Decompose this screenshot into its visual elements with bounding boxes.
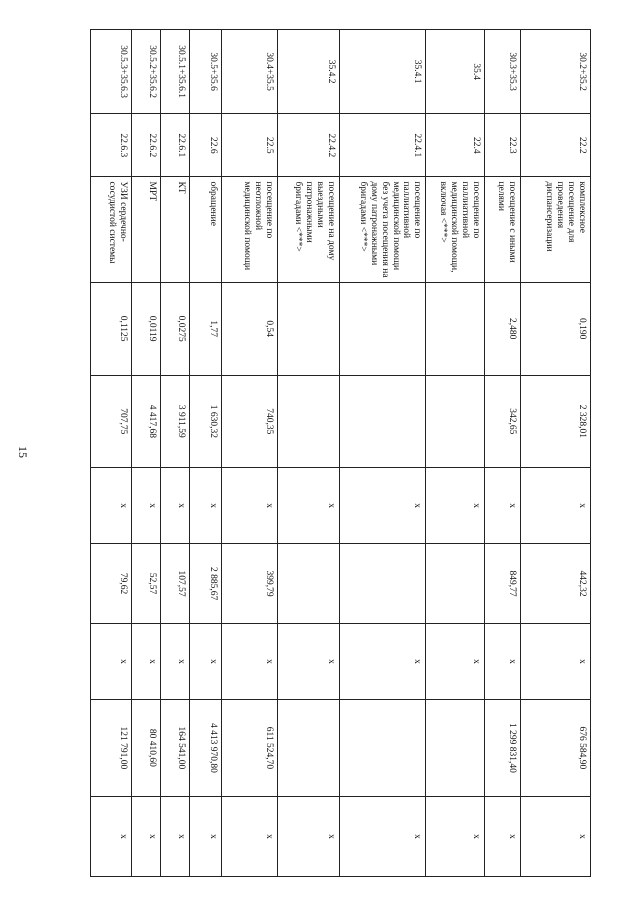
cell-norm: 2,480: [485, 282, 521, 375]
table-row: [278, 30, 340, 877]
cell-num: 22.4.2: [278, 114, 340, 177]
cell-c1: х: [521, 468, 591, 544]
table-row: [161, 30, 190, 877]
cell-c3: х: [221, 796, 278, 876]
cell-c3: х: [426, 796, 485, 876]
cell-code: 30.5.2+35.6.2: [132, 30, 161, 114]
cell-name: УЗИ сердечно-сосудистой системы: [91, 177, 132, 282]
cell-c3: х: [132, 796, 161, 876]
cell-v1: [278, 544, 340, 624]
cell-v2: 1 299 831,40: [485, 699, 521, 796]
cell-code: 30.4+35.5: [221, 30, 278, 114]
cell-v1: 442,32: [521, 544, 591, 624]
cell-v2: [278, 699, 340, 796]
cell-num: 22.4: [426, 114, 485, 177]
cell-name: комплексное посещение для проведения диспансеризации: [521, 177, 591, 282]
cell-c2: х: [426, 624, 485, 700]
cell-code: 35.4: [426, 30, 485, 114]
cell-c1: х: [161, 468, 190, 544]
cell-code: 35.4.1: [340, 30, 426, 114]
cell-v2: 80 410,60: [132, 699, 161, 796]
cell-c2: х: [485, 624, 521, 700]
cell-cost: 740,35: [221, 375, 278, 468]
cell-norm: [340, 282, 426, 375]
cell-cost: 3 911,59: [161, 375, 190, 468]
cell-cost: 4 417,68: [132, 375, 161, 468]
cell-cost: 342,65: [485, 375, 521, 468]
cell-v1: 107,57: [161, 544, 190, 624]
table-row: [521, 30, 591, 877]
cell-name: посещение по паллиативной медицинской помощи без учета посещения на дому патронажными бригадами <***>: [340, 177, 426, 282]
cell-cost: [426, 375, 485, 468]
cell-v1: 52,57: [132, 544, 161, 624]
cell-name: посещение с иными целями: [485, 177, 521, 282]
cell-c3: х: [485, 796, 521, 876]
page-number: 15: [16, 446, 30, 458]
table-row: [485, 30, 521, 877]
cell-c1: х: [189, 468, 221, 544]
cell-v1: [340, 544, 426, 624]
cell-c2: х: [340, 624, 426, 700]
cell-v2: 121 791,00: [91, 699, 132, 796]
cell-num: 22.3: [485, 114, 521, 177]
cell-num: 22.6.1: [161, 114, 190, 177]
cell-norm: 0,190: [521, 282, 591, 375]
cell-code: 30.5+35.6: [189, 30, 221, 114]
cell-c1: х: [91, 468, 132, 544]
cell-c1: х: [426, 468, 485, 544]
table-body: [91, 30, 591, 877]
tariff-table-rotated: [90, 29, 591, 877]
cell-v2: 164 541,00: [161, 699, 190, 796]
cell-num: 22.6.3: [91, 114, 132, 177]
tariff-table: [90, 29, 591, 877]
cell-c2: х: [161, 624, 190, 700]
cell-c2: х: [521, 624, 591, 700]
cell-name: КТ: [161, 177, 190, 282]
cell-v1: [426, 544, 485, 624]
cell-num: 22.6.2: [132, 114, 161, 177]
cell-cost: 707,75: [91, 375, 132, 468]
cell-code: 30.3+35.3: [485, 30, 521, 114]
table-row: [426, 30, 485, 877]
table-row: [132, 30, 161, 877]
table-row: [340, 30, 426, 877]
cell-cost: [278, 375, 340, 468]
cell-code: 35.4.2: [278, 30, 340, 114]
cell-c1: х: [132, 468, 161, 544]
cell-norm: 1,77: [189, 282, 221, 375]
table-row: [189, 30, 221, 877]
cell-c1: х: [221, 468, 278, 544]
cell-norm: 0,54: [221, 282, 278, 375]
cell-name: МРТ: [132, 177, 161, 282]
cell-name: посещение по неотложной медицинской помощи: [221, 177, 278, 282]
cell-name: посещение на дому выездными патронажными бригадами <***>: [278, 177, 340, 282]
cell-code: 30.5.3+35.6.3: [91, 30, 132, 114]
cell-c3: х: [91, 796, 132, 876]
cell-norm: 0,1125: [91, 282, 132, 375]
cell-c1: х: [278, 468, 340, 544]
cell-c2: х: [221, 624, 278, 700]
cell-norm: [426, 282, 485, 375]
table-row: [221, 30, 278, 877]
cell-c3: х: [340, 796, 426, 876]
cell-cost: [340, 375, 426, 468]
cell-c3: х: [189, 796, 221, 876]
cell-code: 30.5.1+35.6.1: [161, 30, 190, 114]
cell-v2: [340, 699, 426, 796]
cell-v2: 676 584,90: [521, 699, 591, 796]
cell-v1: 399,79: [221, 544, 278, 624]
table-row: [91, 30, 132, 877]
cell-norm: 0,0119: [132, 282, 161, 375]
cell-name: посещение по паллиативной медицинской помощи, включая <***>: [426, 177, 485, 282]
cell-v1: 79,62: [91, 544, 132, 624]
cell-code: 30.2+35.2: [521, 30, 591, 114]
cell-num: 22.2: [521, 114, 591, 177]
cell-c2: х: [91, 624, 132, 700]
cell-name: обращение: [189, 177, 221, 282]
cell-c3: х: [161, 796, 190, 876]
cell-c1: х: [340, 468, 426, 544]
cell-num: 22.4.1: [340, 114, 426, 177]
cell-num: 22.6: [189, 114, 221, 177]
cell-v1: 2 885,67: [189, 544, 221, 624]
cell-v2: 611 524,70: [221, 699, 278, 796]
cell-num: 22.5: [221, 114, 278, 177]
cell-c2: х: [278, 624, 340, 700]
cell-c3: х: [521, 796, 591, 876]
cell-c2: х: [189, 624, 221, 700]
cell-c1: х: [485, 468, 521, 544]
cell-cost: 1 630,32: [189, 375, 221, 468]
cell-v2: 4 413 970,80: [189, 699, 221, 796]
cell-v1: 849,77: [485, 544, 521, 624]
cell-cost: 2 328,01: [521, 375, 591, 468]
cell-v2: [426, 699, 485, 796]
cell-c2: х: [132, 624, 161, 700]
cell-norm: 0,0275: [161, 282, 190, 375]
cell-c3: х: [278, 796, 340, 876]
cell-norm: [278, 282, 340, 375]
